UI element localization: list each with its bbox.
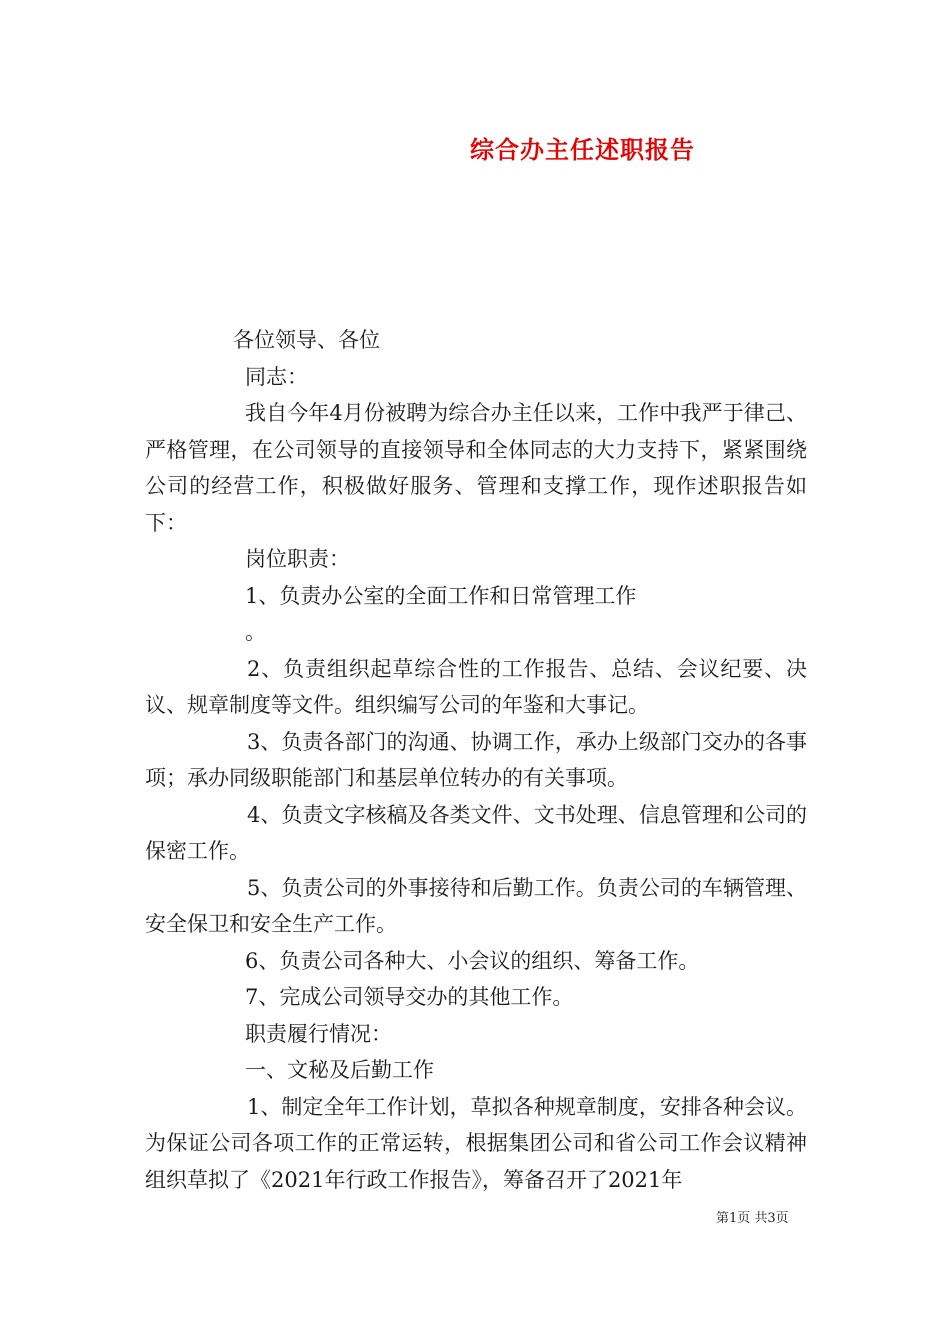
duty-item-1-tail: 。 <box>245 620 266 644</box>
duty-item-6: 6、负责公司各种大、小会议的组织、筹备工作。 <box>245 948 700 973</box>
duties-heading: 岗位职责： <box>245 547 350 571</box>
duty-item-5: 5、负责公司的外事接待和后勤工作。负责公司的车辆管理、安全保卫和安全生产工作。 <box>145 875 807 936</box>
performance-item-1: 1、制定全年工作计划，草拟各种规章制度，安排各种会议。为保证公司各项工作的正常运转，根据集团公司和省公司工作会议精神组织草拟了《2021年行政工作报告》，筹备召开了2021年 <box>145 1094 807 1192</box>
duty-item-3: 3、负责各部门的沟通、协调工作，承办上级部门交办的各事项；承办同级职能部门和基层单位转办的有关事项。 <box>145 729 807 790</box>
document-title: 综合办主任述职报告 <box>470 135 695 164</box>
intro-paragraph: 我自今年4月份被聘为综合办主任以来，工作中我严于律己、严格管理，在公司领导的直接领导和全体同志的大力支持下，紧紧围绕公司的经营工作，积极做好服务、管理和支撑工作，现作述职报告如下： <box>145 401 807 535</box>
section-heading-1: 一、文秘及后勤工作 <box>245 1058 434 1082</box>
duty-item-7: 7、完成公司领导交办的其他工作。 <box>245 985 574 1009</box>
salutation-line-1: 各位领导、各位 <box>233 328 380 352</box>
document-body <box>145 322 807 1198</box>
salutation-line-2: 同志： <box>245 364 308 389</box>
page-footer: 第1页 共3页 <box>716 1211 789 1226</box>
duty-item-2: 2、负责组织起草综合性的工作报告、总结、会议纪要、决议、规章制度等文件。组织编写公司的年鉴和大事记。 <box>145 656 807 717</box>
duty-item-4: 4、负责文字核稿及各类文件、文书处理、信息管理和公司的保密工作。 <box>145 802 807 863</box>
duty-item-1: 1、负责办公室的全面工作和日常管理工作 <box>245 583 637 608</box>
performance-heading: 职责履行情况： <box>245 1021 392 1046</box>
